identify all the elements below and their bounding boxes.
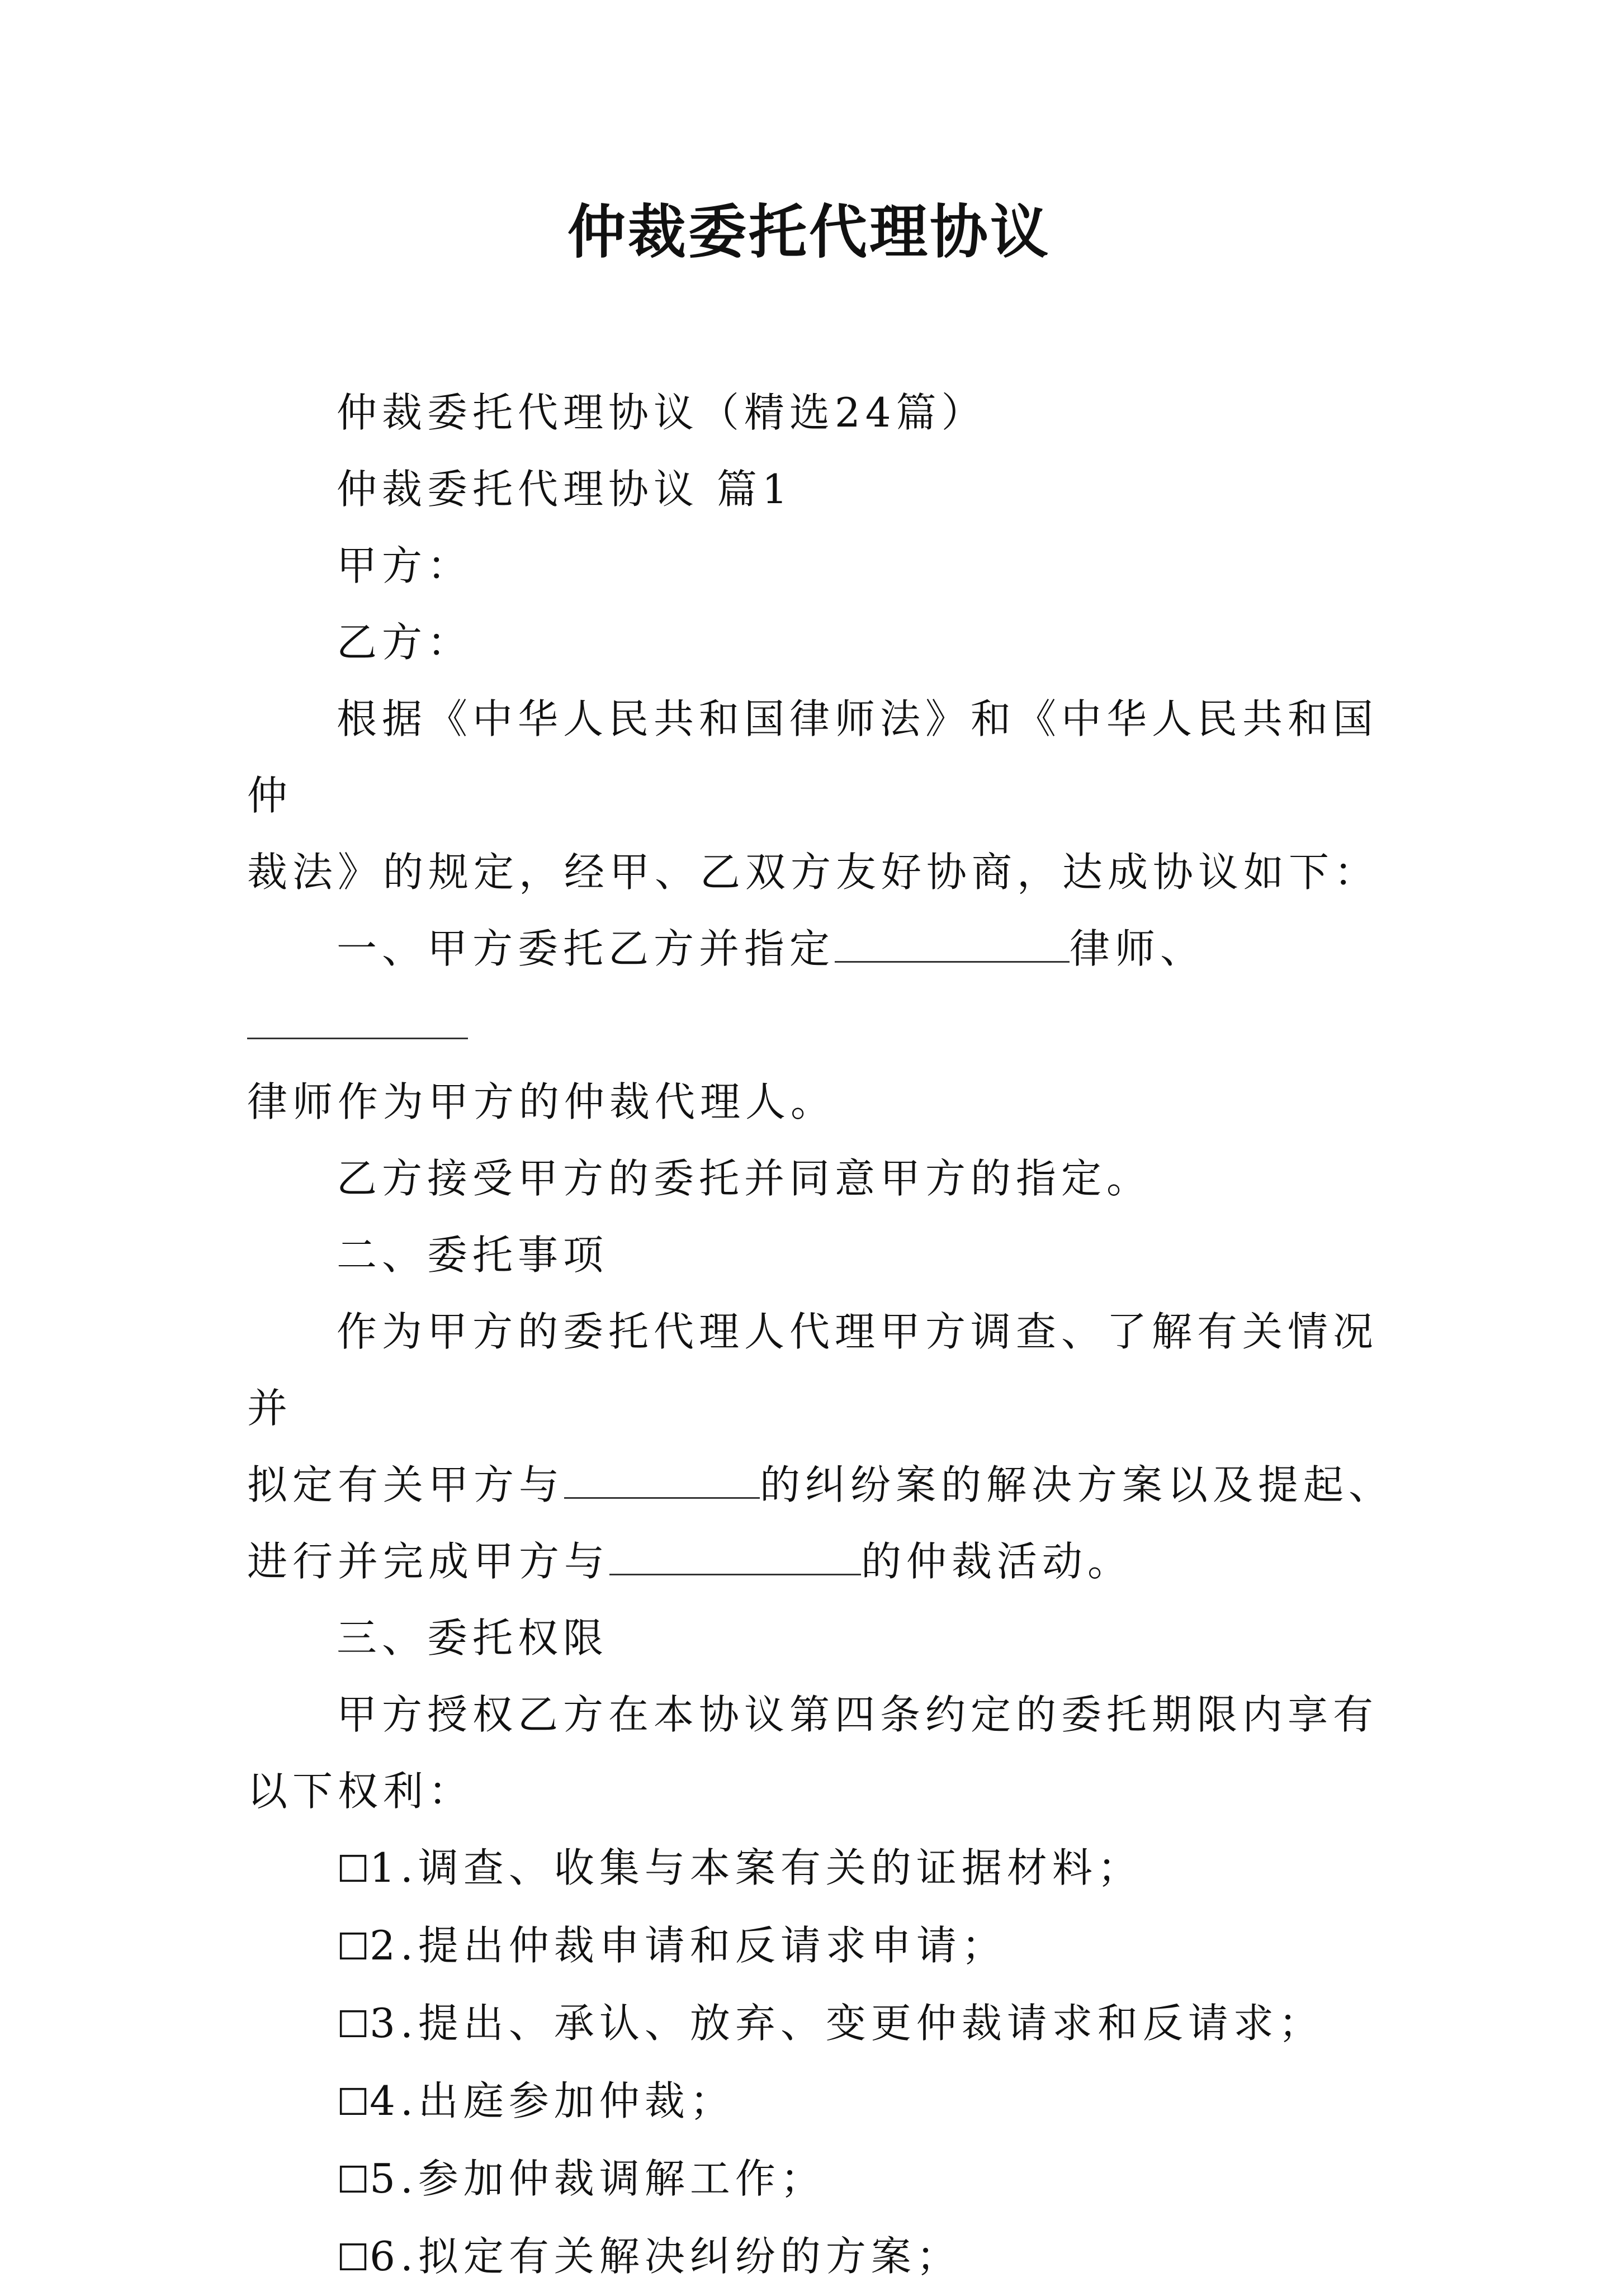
- authority-item-text: 6.拟定有关解决纠纷的方案；: [370, 2233, 962, 2280]
- authority-paragraph: [247, 1677, 1410, 1830]
- matter-line-2: [158, 1447, 1410, 1523]
- checkbox-icon[interactable]: ☐: [337, 2236, 370, 2279]
- clause-1-paragraph: [247, 911, 1410, 1140]
- authority-item-text: 4.出庭参加仲裁；: [370, 2077, 735, 2124]
- authority-line-1: 甲方授权乙方在本协议第四条约定的委托期限内享有: [337, 1691, 1379, 1738]
- authority-item-text: 1.调查、收集与本案有关的证据材料；: [370, 1844, 1143, 1891]
- authority-item-text: 3.提出、承认、放弃、变更仲裁请求和反请求；: [370, 2000, 1324, 2047]
- authority-line-2: 以下权利：: [247, 1768, 474, 1815]
- matter-text-d: 的仲裁活动。: [861, 1538, 1133, 1585]
- document-title: 仲裁委托代理协议: [567, 197, 1051, 266]
- matter-paragraph: [247, 1294, 1410, 1600]
- checkbox-icon[interactable]: ☐: [337, 1925, 370, 1968]
- matter-line-1: 作为甲方的委托代理人代理甲方调查、了解有关情况并: [247, 1308, 1379, 1432]
- lawyer-2-blank: [247, 997, 468, 1039]
- party-a-label: 甲方：: [337, 542, 473, 589]
- intro-paragraph: [247, 681, 1410, 911]
- authority-item-4: [247, 2063, 1410, 2141]
- authority-item-6: [247, 2218, 1410, 2296]
- authority-item-5: [247, 2141, 1410, 2218]
- document-body: [247, 375, 1410, 2296]
- matter-text-b: 的纠纷案的解决方案以及提起、: [760, 1461, 1394, 1508]
- party-b-label: 乙方：: [337, 619, 473, 666]
- heading-3: 三、委托权限: [337, 1615, 609, 1661]
- intro-line-1: 根据《中华人民共和国律师法》和《中华人民共和国仲: [247, 695, 1379, 819]
- checkbox-icon[interactable]: ☐: [337, 2081, 370, 2124]
- matter-text-c: 进行并完成甲方与: [247, 1538, 610, 1585]
- intro-line-2: 裁法》的规定，经甲、乙双方友好协商，达成协议如下：: [247, 849, 1380, 896]
- clause-1-text-b: 律师、: [1070, 925, 1206, 972]
- matter-text-a: 拟定有关甲方与: [247, 1461, 565, 1508]
- matter-line-3: [158, 1523, 1410, 1600]
- accept-paragraph: 乙方接受甲方的委托并同意甲方的指定。: [337, 1155, 1152, 1202]
- checkbox-icon[interactable]: ☐: [337, 2158, 370, 2202]
- clause-1-text-c: 律师作为甲方的仲裁代理人。: [247, 1078, 836, 1125]
- authority-item-3: [247, 1985, 1410, 2063]
- checkbox-icon[interactable]: ☐: [337, 1848, 370, 1891]
- checkbox-icon[interactable]: ☐: [337, 2003, 370, 2046]
- authority-item-1: [247, 1830, 1410, 1907]
- subtitle: 仲裁委托代理协议（精选24篇）: [337, 389, 987, 436]
- dispute-party-blank-2: [609, 1533, 861, 1575]
- lawyer-1-blank: [835, 921, 1070, 963]
- authority-item-2: [247, 1907, 1410, 1985]
- dispute-party-blank-1: [564, 1457, 760, 1499]
- authority-item-text: 5.参加仲裁调解工作；: [370, 2155, 826, 2202]
- authority-item-text: 2.提出仲裁申请和反请求申请；: [370, 1922, 1007, 1969]
- section-heading: 仲裁委托代理协议 篇1: [337, 466, 793, 513]
- heading-2: 二、委托事项: [337, 1232, 609, 1279]
- clause-1-text-a: 一、甲方委托乙方并指定: [337, 925, 835, 972]
